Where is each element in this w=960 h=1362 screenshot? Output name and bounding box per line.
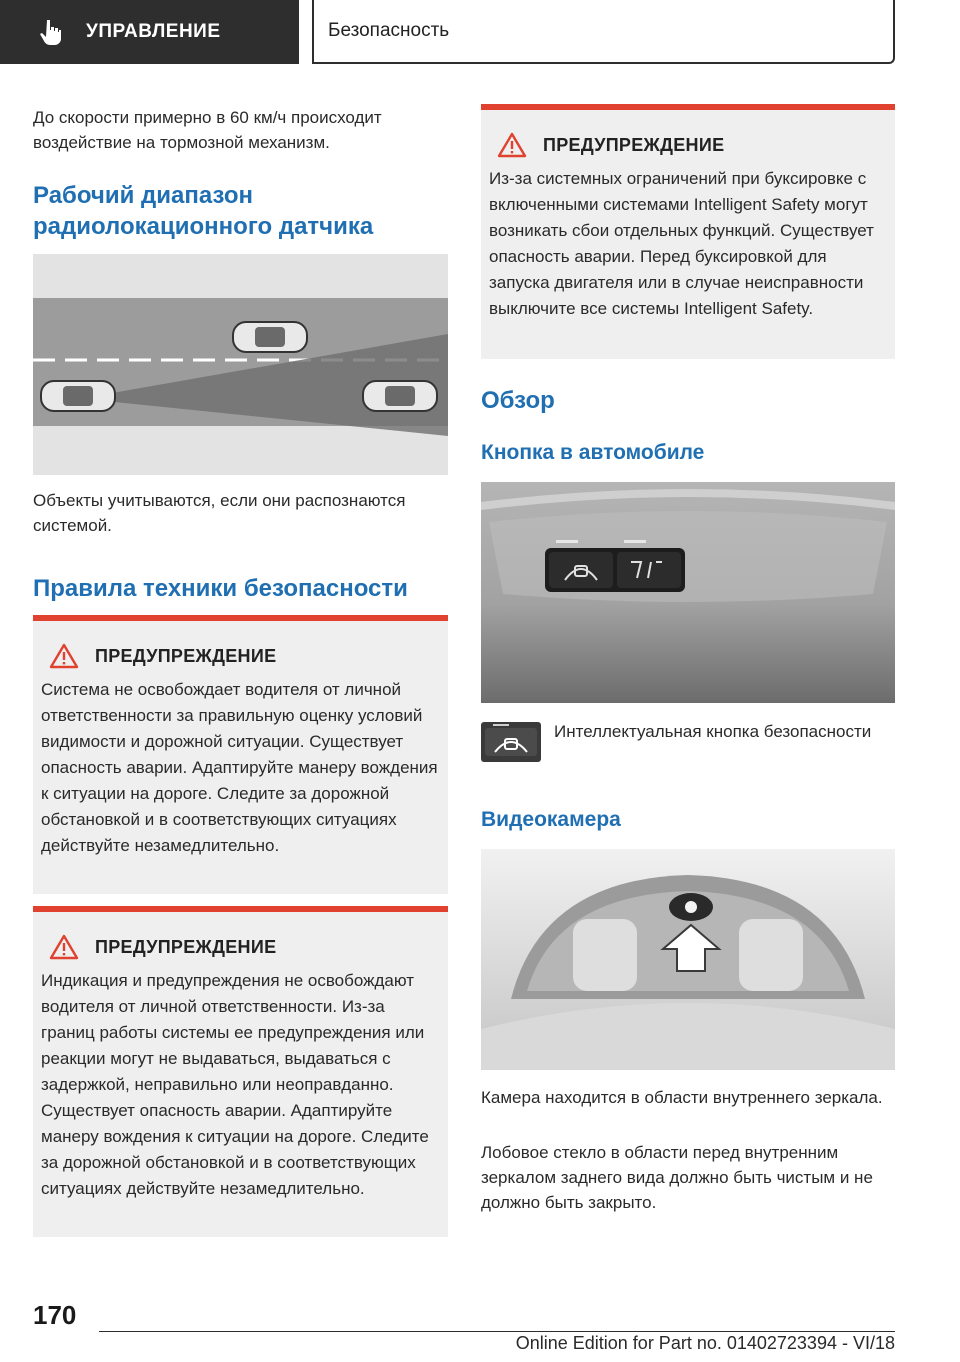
header-topic-title: Безопасность: [328, 20, 450, 41]
hand-pointer-icon: [40, 19, 62, 45]
safety-heading: Правила техники безопасности: [33, 575, 408, 602]
radar-range-diagram: [33, 254, 448, 475]
front-car-top: [233, 322, 307, 352]
car-collision-icon: [481, 722, 541, 762]
side-car-top: [363, 381, 437, 411]
warning-1-title: ПРЕДУПРЕЖДЕНИЕ: [95, 645, 277, 666]
warning-triangle-icon: [497, 132, 527, 158]
safety-button-thumbnail: [481, 722, 541, 762]
warning-2-text: Индикация и предупреждения не освобождают водителя от личной ответственности. Из-за границ работы системы ее предупреждения или реакции могут не выдаваться, выдаваться с задержкой, неправильно или неоправданно. Существует опасность аварии. Адаптируйте манеру вождения к ситуации на дороге. Следите за дорожной обстановкой и в соответствующих ситуациях действуйте незамедлительно.: [41, 971, 429, 1198]
camera-heading: Видеокамера: [481, 808, 621, 831]
button-photo: [481, 482, 895, 703]
warning-box-3: [481, 104, 895, 359]
camera-caption-1: Камера находится в области внутреннего зеркала.: [481, 1088, 883, 1107]
camera-photo: [481, 849, 895, 1070]
button-heading: Кнопка в автомобиле: [481, 441, 705, 464]
camera-caption-2: Лобовое стекло в области перед внутренним зеркалом заднего вида должно быть чистым и не должно быть закрыто.: [481, 1143, 873, 1212]
intro-text: До скорости примерно в 60 км/ч происходит воздействие на тормозной механизм.: [33, 108, 382, 152]
range-caption: Объекты учитываются, если они распознаются системой.: [33, 491, 406, 535]
button-caption: Интеллектуальная кнопка безопасности: [554, 722, 872, 741]
footer-divider: [99, 1331, 895, 1332]
header-section-tab: [0, 0, 299, 64]
warning-triangle-icon: [49, 934, 79, 960]
warning-3-text: Из-за системных ограничений при буксировке с включенными системами Intelligent Safety могут возникать сбои отдельных функций. Существует опасность аварии. Перед буксировкой для запуска двигателя или в случае неисправности выключите все системы Intelligent Safety.: [489, 169, 874, 318]
warning-box-2: [33, 906, 448, 1237]
page-number: 170: [33, 1300, 77, 1330]
header-section-title: УПРАВЛЕНИЕ: [86, 21, 221, 42]
range-heading: Рабочий диапазон радиолокационного датчика: [33, 182, 374, 240]
warning-1-text: Система не освобождает водителя от личной ответственности за правильную оценку условий видимости и дорожной ситуации. Существует опасность аварии. Адаптируйте манеру вождения к ситуации на дороге. Следите за дорожной обстановкой и в соответствующих ситуациях действуйте незамедлительно.: [41, 680, 438, 855]
ego-car-top: [41, 381, 115, 411]
overview-heading: Обзор: [481, 387, 555, 414]
warning-2-title: ПРЕДУПРЕЖДЕНИЕ: [95, 936, 277, 957]
header-topic-box: [312, 0, 895, 64]
warning-box-1: [33, 615, 448, 894]
warning-triangle-icon: [49, 643, 79, 669]
footer-edition: Online Edition for Part no. 01402723394 - VI/18: [515, 1333, 895, 1353]
warning-3-title: ПРЕДУПРЕЖДЕНИЕ: [543, 134, 725, 155]
